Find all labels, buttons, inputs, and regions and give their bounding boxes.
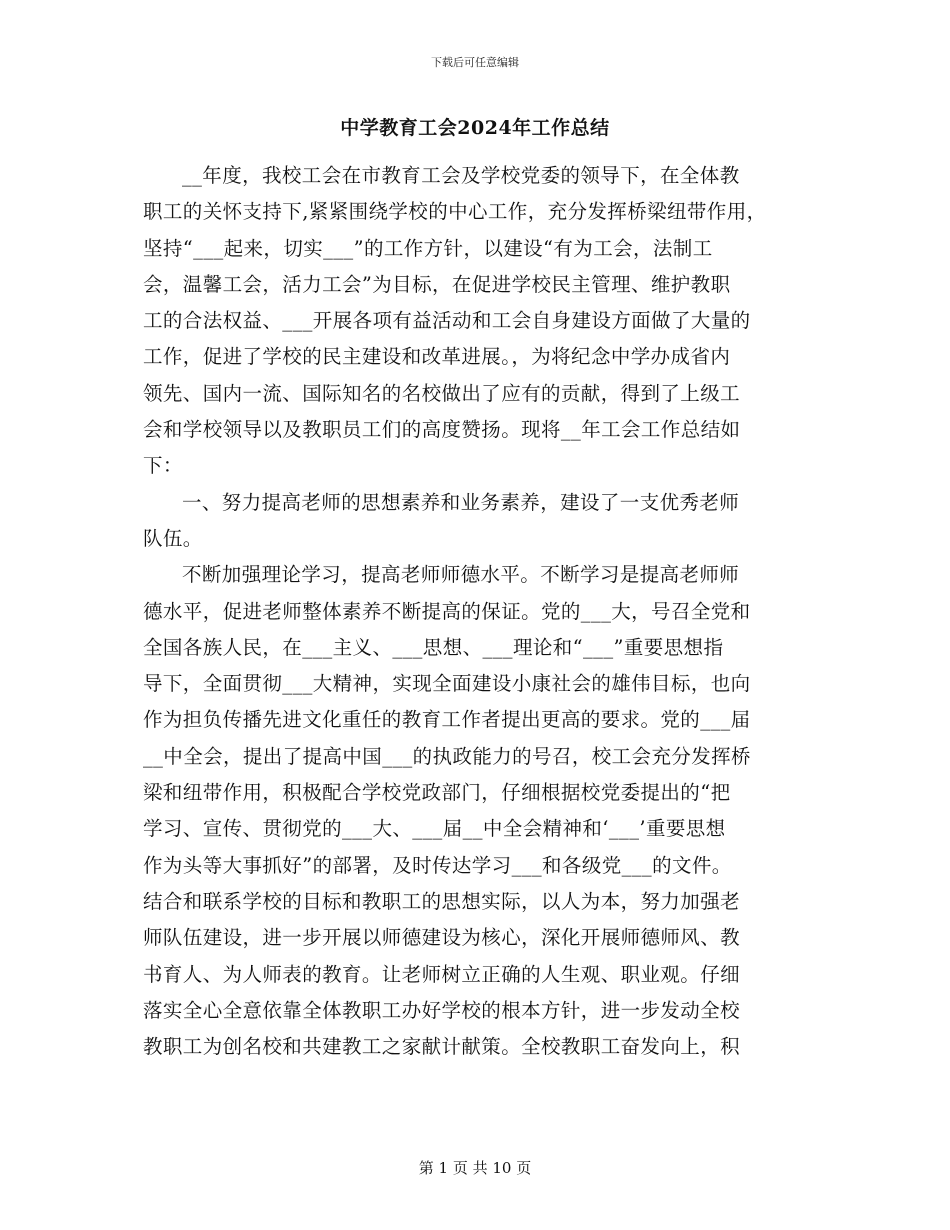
paragraph-line: 梁和纽带作用，积极配合学校党政部门，仔细根据校党委提出的“把: [143, 781, 731, 805]
paragraph-line: 学习、宣传、贯彻党的___大、___届__中全会精神和‘___’重要思想: [143, 817, 726, 841]
paragraph-line: 职工的关怀支持下,紧紧围绕学校的中心工作，充分发挥桥梁纽带作用，: [143, 200, 767, 224]
document-body: [143, 158, 815, 1065]
paragraph-line: 不断加强理论学习，提高老师师德水平。不断学习是提高老师师: [182, 563, 740, 587]
paragraph-line: 作为头等大事抓好”的部署，及时传达学习___和各级党___的文件。: [143, 853, 732, 877]
section-heading-line: 一、努力提高老师的思想素养和业务素养，建设了一支优秀老师: [182, 490, 740, 514]
page-number-footer: 第 1 页 共 10 页: [418, 1159, 532, 1177]
paragraph-line: __年度，我校工会在市教育工会及学校党委的领导下，在全体教: [182, 164, 740, 187]
paragraph-line: 工的合法权益、___开展各项有益活动和工会自身建设方面做了大量的: [143, 309, 751, 333]
paragraph-line: 结合和联系学校的目标和教职工的思想实际，以人为本，努力加强老: [143, 889, 741, 913]
paragraph-line: 师队伍建设，进一步开展以师德建设为核心，深化开展师德师风、教: [143, 926, 741, 950]
paragraph-line: 会，温馨工会，活力工会”为目标，在促进学校民主管理、维护教职: [143, 272, 731, 296]
paragraph-line: 作为担负传播先进文化重任的教育工作者提出更高的要求。党的___届: [143, 708, 751, 732]
section-heading-line: 队伍。: [143, 526, 203, 550]
paragraph-line: 坚持“___起来，切实___”的工作方针，以建设“有为工会，法制工: [143, 236, 713, 260]
paragraph-line: 书育人、为人师表的教育。让老师树立正确的人生观、职业观。仔细: [143, 962, 741, 986]
paragraph-line: 教职工为创名校和共建教工之家献计献策。全校教职工奋发向上，积: [143, 1035, 741, 1059]
paragraph-line: 导下，全面贯彻___大精神，实现全面建设小康社会的雄伟目标，也向: [143, 672, 751, 696]
paragraph-line: 全国各族人民，在___主义、___思想、___理论和“___”重要思想指: [143, 635, 724, 659]
page-header-note: 下载后可任意编辑: [431, 56, 519, 69]
paragraph-line: __中全会，提出了提高中国___的执政能力的号召，校工会充分发挥桥: [143, 744, 751, 768]
document-title: 中学教育工会2024年工作总结: [340, 117, 610, 139]
paragraph-line: 会和学校领导以及教职员工们的高度赞扬。现将__年工会工作总结如: [143, 418, 741, 442]
paragraph-line: 德水平，促进老师整体素养不断提高的保证。党的___大，号召全党和: [143, 599, 751, 623]
paragraph-line: 下：: [143, 454, 183, 478]
paragraph-line: 领先、国内一流、国际知名的名校做出了应有的贡献，得到了上级工: [143, 381, 741, 405]
paragraph-line: 工作，促进了学校的民主建设和改革进展。，为将纪念中学办成省内: [143, 345, 731, 369]
paragraph-line: 落实全心全意依靠全体教职工办好学校的根本方针，进一步发动全校: [143, 998, 741, 1022]
